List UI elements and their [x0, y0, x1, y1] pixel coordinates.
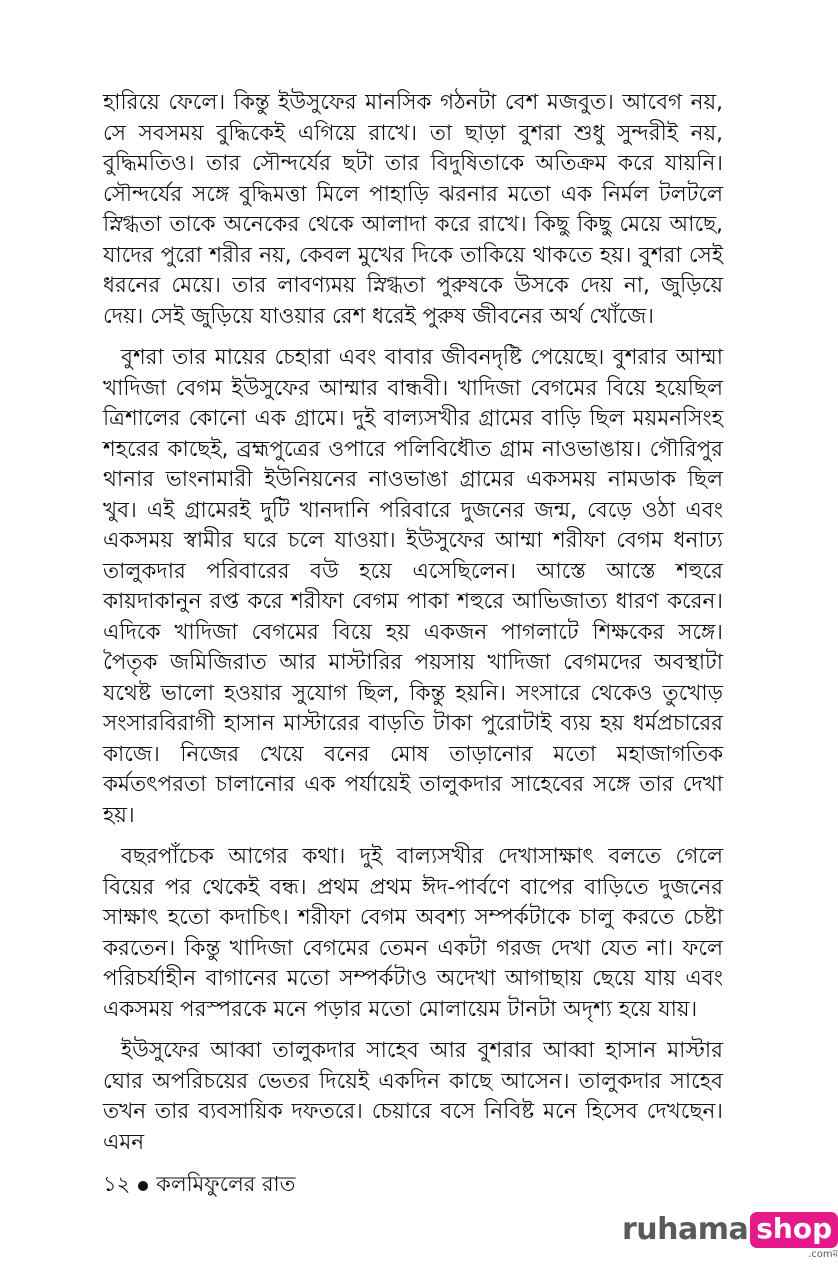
paragraph-2: বুশরা তার মায়ের চেহারা এবং বাবার জীবনদৃষ্টি পেয়েছে। বুশরার আম্মা খাদিজা বেগম ইউসুফের আম্মার বান্ধবী। খাদিজা বেগমের বিয়ে হয়েছিল ত্রিশালের কোনো এক গ্রামে। দুই বাল্যসখীর গ্রামের বাড়ি ছিল ময়মনসিংহ শহরের কাছেই, ব্রহ্মপুত্রের ওপারে পলিবিধৌত গ্রাম নাওভাঙায়। গৌরিপুর থানার ভাংনামারী ইউনিয়নের নাওভাঙা গ্রামের একসময় নামডাক ছিল খুব। এই গ্রামেরই দুটি খানদানি পরিবারে দুজনের জন্ম, বেড়ে ওঠা এবং একসময় স্বামীর ঘরে চলে যাওয়া। ইউসুফের আম্মা শরীফা বেগম ধনাঢ্য তালুকদার পরিবারের বউ হয়ে এসেছিলেন। আস্তে আস্তে শহুরে কায়দাকানুন রপ্ত করে শরীফা বেগম পাকা শহুরে আভিজাত্য ধারণ করেন। এদিকে খাদিজা বেগমের বিয়ে হয় একজন পাগলাটে শিক্ষকের সঙ্গে। পৈতৃক জমিজিরাত আর মাস্টারির পয়সায় খাদিজা বেগমদের অবস্থাটা যথেষ্ট ভালো হওয়ার সুযোগ ছিল, কিন্তু হয়নি। সংসারে থেকেও তুখোড় সংসারবিরাগী হাসান মাস্টারের বাড়তি টাকা পুরোটাই ব্যয় হয় ধর্মপ্রচারের কাজে। নিজের খেয়ে বনের মোষ তাড়ানোর মতো মহাজাগতিক কর্মতৎপরতা চালানোর এক পর্যায়েই তালুকদার সাহেবের সঙ্গে তার দেখা হয়। — [103, 345, 723, 828]
bullet-icon — [138, 1181, 148, 1191]
book-title: কলমিফুলের রাত — [156, 1172, 296, 1196]
logo-highlight-part: shop — [750, 1212, 838, 1248]
paragraph-3: বছরপাঁচেক আগের কথা। দুই বাল্যসখীর দেখাসাক্ষাৎ বলতে গেলে বিয়ের পর থেকেই বন্ধ। প্রথম প্রথম ঈদ-পার্বণে বাপের বাড়িতে দুজনের সাক্ষাৎ হতো কদাচিৎ। শরীফা বেগম অবশ্য সম্পর্কটাকে চালু করতে চেষ্টা করতেন। কিন্তু খাদিজা বেগমের তেমন একটা গরজ দেখা যেত না। ফলে পরিচর্যাহীন বাগানের মতো সম্পর্কটাও অদেখা আগাছায় ছেয়ে যায় এবং একসময় পরস্পরকে মনে পড়ার মতো মোলায়েম টানটা অদৃশ্য হয়ে যায়। — [103, 844, 723, 1022]
logo-suffix: .comম — [808, 1249, 838, 1260]
logo-shop-group — [750, 1212, 838, 1261]
body-text — [103, 88, 723, 1169]
page-number: ১২ — [103, 1172, 131, 1196]
paragraph-1: হারিয়ে ফেলে। কিন্তু ইউসুফের মানসিক গঠনটা বেশ মজবুত। আবেগ নয়, সে সবসময় বুদ্ধিকেই এগিয়ে রাখে। তা ছাড়া বুশরা শুধু সুন্দরীই নয়, বুদ্ধিমতিও। তার সৌন্দর্যের ছটা তার বিদুষিতাকে অতিক্রম করে যায়নি। সৌন্দর্যের সঙ্গে বুদ্ধিমত্তা মিলে পাহাড়ি ঝরনার মতো এক নির্মল টলটলে স্নিগ্ধতা তাকে অনেকের থেকে আলাদা করে রাখে। কিছু কিছু মেয়ে আছে, যাদের পুরো শরীর নয়, কেবল মুখের দিকে তাকিয়ে থাকতে হয়। বুশরা সেই ধরনের মেয়ে। তার লাবণ্যময় স্নিগ্ধতা পুরুষকে উসকে দেয় না, জুড়িয়ে দেয়। সেই জুড়িয়ে যাওয়ার রেশ ধরেই পুরুষ জীবনের অর্থ খোঁজে। — [103, 90, 723, 329]
logo-name-part: ruhama — [622, 1212, 749, 1247]
paragraph-4: ইউসুফের আব্বা তালুকদার সাহেব আর বুশরার আব্বা হাসান মাস্টার ঘোর অপরিচয়ের ভেতর দিয়েই একদিন কাছে আসেন। তালুকদার সাহেব তখন তার ব্যবসায়িক দফতরে। চেয়ারে বসে নিবিষ্ট মনে হিসেব দেখছেন। এমন — [103, 1038, 723, 1155]
publisher-logo — [622, 1212, 838, 1261]
page-footer — [103, 1168, 295, 1203]
